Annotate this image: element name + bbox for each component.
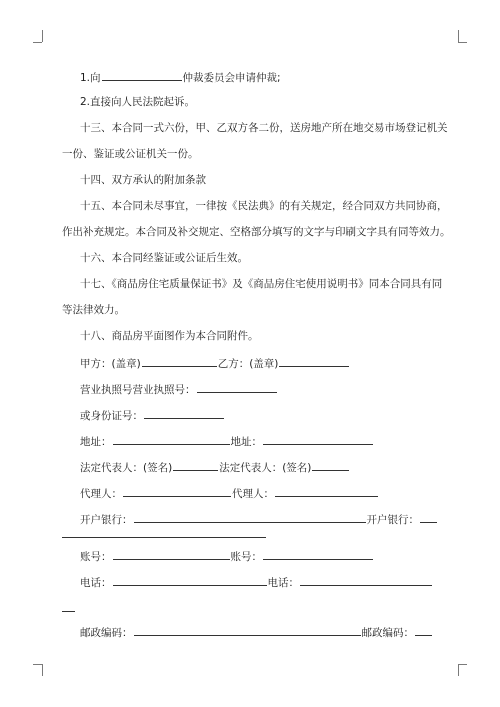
license-blank[interactable] (197, 381, 277, 393)
address-a-label: 地址： (80, 436, 112, 448)
bank-continuation-blank[interactable] (62, 537, 266, 538)
arbitration-commission-blank[interactable] (102, 69, 182, 81)
id-number-label: 或身份证号： (80, 410, 143, 422)
clause-16: 十六、本合同经鉴证或公证后生效。 (80, 252, 248, 264)
phone-continuation-blank[interactable] (62, 611, 75, 612)
address-row (80, 433, 374, 449)
bank-a-label: 开户银行： (80, 514, 133, 526)
clause-15-line-1: 十五、本合同未尽事宜，一律按《民法典》的有关规定，经合同双方共同协商， (80, 200, 448, 212)
address-b-label: 地址： (230, 436, 262, 448)
clause-17-line-2: 等法律效力。 (62, 304, 125, 316)
license-label: 营业执照号营业执照号： (80, 384, 196, 396)
postcode-b-label: 邮政编码： (361, 627, 414, 639)
bank-row (80, 511, 438, 527)
bank-b-label: 开户银行： (366, 514, 419, 526)
phone-row (80, 574, 433, 590)
account-a-label: 账号： (80, 551, 112, 563)
clause-17-line-1: 十七、《商品房住宅质量保证书》及《商品房住宅使用说明书》同本合同具有同 (80, 278, 443, 290)
legal-rep-b-blank[interactable] (312, 459, 349, 471)
address-a-blank[interactable] (113, 433, 230, 445)
agent-a-blank[interactable] (123, 485, 231, 497)
arbitration-option-line (80, 69, 281, 85)
party-signature-row (80, 355, 350, 371)
postcode-row (80, 624, 433, 640)
account-b-blank[interactable] (263, 548, 373, 560)
account-b-label: 账号： (230, 551, 262, 563)
phone-b-blank[interactable] (300, 574, 432, 586)
legal-rep-a-label: 法定代表人：(签名) (80, 462, 173, 474)
postcode-b-blank[interactable] (415, 624, 432, 636)
postcode-a-blank[interactable] (134, 624, 361, 636)
agent-b-blank[interactable] (275, 485, 378, 497)
clause-13-line-1: 十三、本合同一式六份，甲、乙双方各二份，送房地产所在地交易市场登记机关 (80, 122, 448, 134)
license-row (80, 381, 278, 397)
phone-a-label: 电话： (80, 577, 112, 589)
legal-rep-row (80, 459, 350, 475)
clause-18: 十八、商品房平面图作为本合同附件。 (80, 330, 259, 342)
agent-a-label: 代理人： (80, 488, 122, 500)
legal-rep-b-label: 法定代表人：(签名) (219, 462, 312, 474)
account-a-blank[interactable] (113, 548, 230, 560)
agent-row (80, 485, 379, 501)
clause-13-line-2: 一份、鉴证或公证机关一份。 (62, 148, 199, 160)
phone-b-label: 电话： (267, 577, 299, 589)
party-a-label: 甲方：(盖章) (80, 358, 141, 370)
bank-b-blank[interactable] (420, 511, 437, 523)
agent-b-label: 代理人： (232, 488, 274, 500)
party-a-blank[interactable] (142, 355, 217, 367)
account-row (80, 548, 374, 564)
arbitration-option-prefix: 1.向 (80, 72, 101, 84)
postcode-a-label: 邮政编码： (80, 627, 133, 639)
address-b-blank[interactable] (263, 433, 373, 445)
phone-a-blank[interactable] (113, 574, 267, 586)
clause-15-line-2: 作出补充规定。本合同及补交规定、空格部分填写的文字与印刷文字具有同等效力。 (62, 226, 451, 238)
clause-14: 十四、双方承认的附加条款 (80, 174, 206, 186)
party-b-blank[interactable] (279, 355, 349, 367)
legal-rep-a-blank[interactable] (173, 459, 218, 471)
bank-a-blank[interactable] (134, 511, 366, 523)
party-b-label: 乙方：(盖章) (217, 358, 279, 370)
litigation-option: 2.直接向人民法院起诉。 (80, 96, 196, 108)
id-number-blank[interactable] (144, 407, 224, 419)
arbitration-option-suffix: 仲裁委员会申请仲裁; (182, 72, 281, 84)
id-number-row (80, 407, 225, 423)
